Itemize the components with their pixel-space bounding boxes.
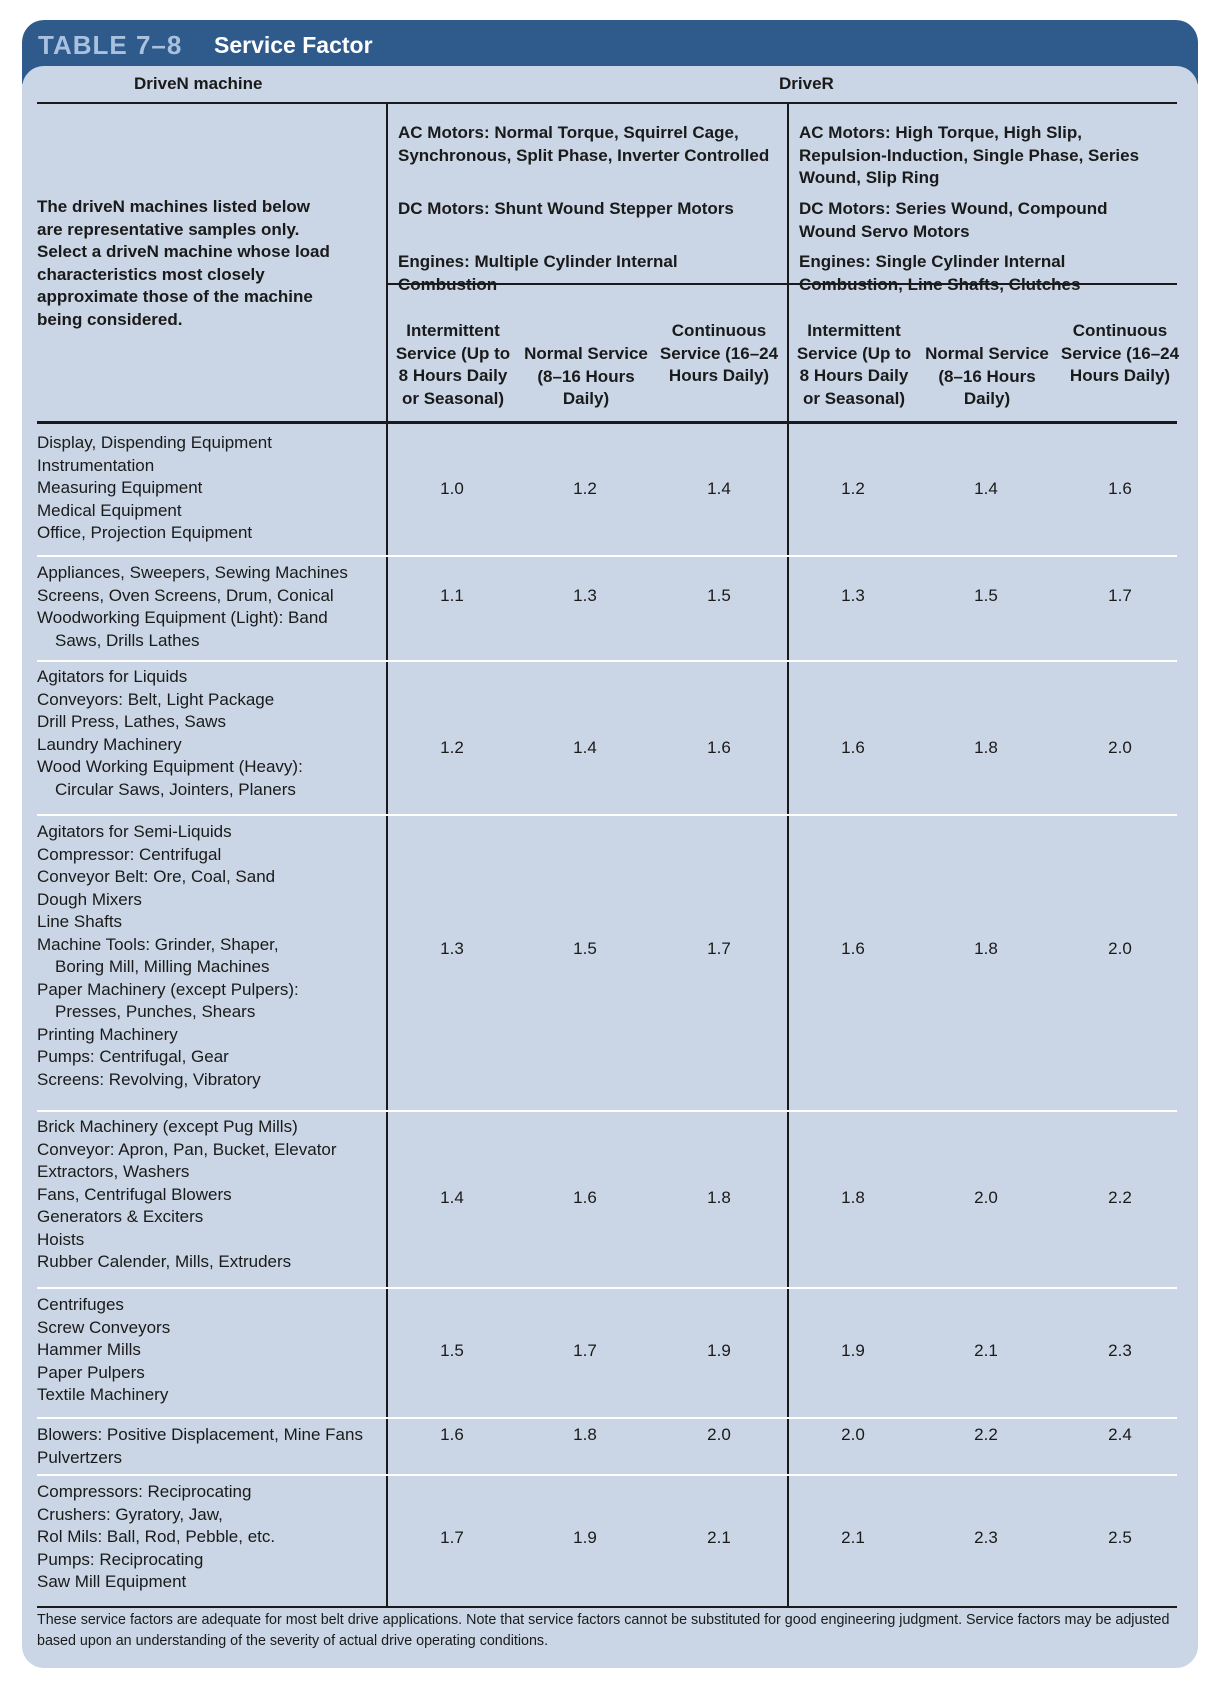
value-cell: 1.5 — [974, 586, 998, 605]
value-cell: 1.9 — [707, 1341, 731, 1360]
value-cell: 2.1 — [841, 1528, 865, 1547]
machine-item: Generators & Exciters — [37, 1207, 204, 1226]
machine-item: Blowers: Positive Displacement, Mine Fans — [37, 1425, 363, 1444]
value-cell: 2.5 — [1108, 1528, 1132, 1547]
machine-item: Pulvertzers — [37, 1447, 123, 1467]
machine-item: Printing Machinery — [37, 1024, 178, 1044]
row-separator — [37, 555, 1177, 557]
g1-continuous-header: Continuous Service (16–24 Hours Daily) — [659, 321, 779, 385]
table-row-machines — [37, 1481, 367, 1594]
machine-item: Display, Dispending Equipment — [37, 433, 272, 452]
g2-intermittent-header: Intermittent Service (Up to 8 Hours Daily or Seasonal) — [796, 321, 912, 408]
table-row-machines — [37, 1116, 367, 1274]
value-cell: 1.8 — [974, 939, 998, 958]
value-cell: 1.5 — [440, 1341, 464, 1360]
machine-item: Agitators for Liquids — [37, 667, 188, 686]
machine-item: Compressor: Centrifugal — [37, 844, 222, 864]
value-cell: 1.7 — [1108, 586, 1132, 605]
machine-item: Centrifuges — [37, 1295, 124, 1314]
machine-item: Circular Saws, Jointers, Planers — [55, 779, 296, 799]
machine-item: Conveyor Belt: Ore, Coal, Sand — [37, 867, 276, 886]
machine-item: Rubber Calender, Mills, Extruders — [37, 1252, 292, 1271]
machine-item: Compressors: Reciprocating — [37, 1482, 252, 1501]
machine-item: Hoists — [37, 1229, 85, 1249]
value-cell: 2.1 — [974, 1341, 998, 1360]
machine-item: Drill Press, Lathes, Saws — [37, 712, 226, 731]
table-row-machines — [37, 562, 367, 652]
value-cell: 1.4 — [707, 479, 731, 498]
value-cell: 2.0 — [974, 1188, 998, 1207]
body-top-rule — [37, 421, 1177, 424]
value-cell: 2.3 — [1108, 1341, 1132, 1360]
machine-item: Woodworking Equipment (Light): Band — [37, 608, 328, 627]
machine-item: Wood Working Equipment (Heavy): — [37, 757, 303, 776]
table-number: TABLE 7–8 — [38, 30, 183, 60]
machine-item: Saw Mill Equipment — [37, 1572, 187, 1591]
body-bottom-rule — [37, 1606, 1177, 1608]
machine-item: Rol Mils: Ball, Rod, Pebble, etc. — [37, 1527, 276, 1546]
value-cell: 1.8 — [974, 738, 998, 757]
table-row-machines — [37, 1294, 367, 1407]
group2-engines: Engines: Single Cylinder Internal Combustion, Line Shafts, Clutches — [799, 252, 1081, 294]
value-cell: 1.4 — [573, 738, 597, 757]
driven-note: The driveN machines listed below are representative samples only. Select a driveN machine whose load characteristics most closely approximate those of the machine being considered. — [37, 197, 330, 329]
divider-left — [386, 104, 388, 1606]
value-cell: 1.8 — [707, 1188, 731, 1207]
value-cell: 1.6 — [841, 738, 865, 757]
machine-item: Crushers: Gyratory, Jaw, — [37, 1504, 223, 1524]
table-row-machines — [37, 1424, 367, 1469]
g1-normal-header: Normal Service (8–16 Hours Daily) — [524, 344, 648, 408]
machine-item: Textile Machinery — [37, 1385, 169, 1404]
machine-item: Presses, Punches, Shears — [55, 1002, 256, 1021]
machine-item: Fans, Centrifugal Blowers — [37, 1184, 232, 1204]
value-cell: 2.0 — [707, 1425, 731, 1444]
value-cell: 1.2 — [440, 738, 464, 757]
group2-dc: DC Motors: Series Wound, Compound Wound Servo Motors — [799, 199, 1108, 241]
value-cell: 1.6 — [440, 1425, 464, 1444]
machine-item: Appliances, Sweepers, Sewing Machines — [37, 563, 348, 582]
value-cell: 1.5 — [707, 586, 731, 605]
machine-item: Saws, Drills Lathes — [55, 630, 200, 650]
value-cell: 2.2 — [1108, 1188, 1132, 1207]
machine-item: Machine Tools: Grinder, Shaper, — [37, 934, 279, 954]
machine-item: Pumps: Centrifugal, Gear — [37, 1047, 229, 1066]
value-cell: 1.5 — [573, 939, 597, 958]
value-cell: 2.0 — [1108, 939, 1132, 958]
value-cell: 1.7 — [573, 1341, 597, 1360]
machine-item: Conveyors: Belt, Light Package — [37, 689, 275, 709]
value-cell: 1.7 — [440, 1528, 464, 1547]
machine-item: Dough Mixers — [37, 889, 142, 909]
header-rule — [37, 102, 1177, 104]
value-cell: 1.6 — [707, 738, 731, 757]
table-row-machines — [37, 821, 367, 1091]
machine-item: Hammer Mills — [37, 1340, 141, 1359]
group1-engines: Engines: Multiple Cylinder Internal Combustion — [398, 252, 678, 294]
g2-continuous-header: Continuous Service (16–24 Hours Daily) — [1060, 321, 1180, 385]
value-cell: 1.3 — [440, 939, 464, 958]
footnote: These service factors are adequate for most belt drive applications. Note that service factors cannot be substituted for good engineering judgment. Service factors may be adjusted based upon an understanding of the severity of actual drive operating conditions. — [37, 1612, 1170, 1649]
value-cell: 2.4 — [1108, 1425, 1132, 1444]
value-cell: 1.6 — [573, 1188, 597, 1207]
value-cell: 1.0 — [440, 479, 464, 498]
value-cell: 1.1 — [440, 586, 464, 605]
value-cell: 1.4 — [974, 479, 998, 498]
machine-item: Agitators for Semi-Liquids — [37, 822, 232, 841]
machine-item: Line Shafts — [37, 912, 123, 931]
machine-item: Screens: Revolving, Vibratory — [37, 1069, 261, 1089]
g2-normal-header: Normal Service (8–16 Hours Daily) — [925, 344, 1049, 408]
machine-item: Laundry Machinery — [37, 734, 182, 754]
machine-item: Measuring Equipment — [37, 478, 203, 497]
machine-item: Screens, Oven Screens, Drum, Conical — [37, 585, 334, 605]
group1-ac: AC Motors: Normal Torque, Squirrel Cage, Synchronous, Split Phase, Inverter Controlled — [398, 123, 770, 165]
divider-right — [787, 104, 789, 1606]
machine-item: Instrumentation — [37, 455, 155, 475]
machine-item: Conveyor: Apron, Pan, Bucket, Elevator — [37, 1139, 337, 1159]
table-row-machines — [37, 432, 367, 545]
value-cell: 1.4 — [440, 1188, 464, 1207]
group2-ac: AC Motors: High Torque, High Slip, Repulsion-Induction, Single Phase, Series Wound, Slip Ring — [799, 123, 1140, 187]
machine-item: Screw Conveyors — [37, 1317, 171, 1337]
value-cell: 1.6 — [841, 939, 865, 958]
row-separator — [37, 660, 1177, 662]
machine-item: Paper Machinery (except Pulpers): — [37, 979, 299, 999]
value-cell: 1.2 — [573, 479, 597, 498]
group1-dc: DC Motors: Shunt Wound Stepper Motors — [398, 199, 734, 218]
value-cell: 1.2 — [841, 479, 865, 498]
row-separator — [37, 1474, 1177, 1476]
value-cell: 1.7 — [707, 939, 731, 958]
value-cell: 1.3 — [841, 586, 865, 605]
machine-item: Pumps: Reciprocating — [37, 1549, 204, 1569]
driven-header: DriveN machine — [134, 74, 263, 93]
value-cell: 1.8 — [841, 1188, 865, 1207]
row-separator — [37, 1287, 1177, 1289]
machine-item: Paper Pulpers — [37, 1362, 145, 1382]
machine-item: Medical Equipment — [37, 500, 182, 520]
value-cell: 2.3 — [974, 1528, 998, 1547]
value-cell: 2.0 — [841, 1425, 865, 1444]
row-separator — [37, 814, 1177, 816]
value-cell: 1.9 — [841, 1341, 865, 1360]
machine-item: Brick Machinery (except Pug Mills) — [37, 1117, 298, 1136]
table-row-machines — [37, 666, 367, 801]
value-cell: 2.2 — [974, 1425, 998, 1444]
row-separator — [37, 1417, 1177, 1419]
g1-intermittent-header: Intermittent Service (Up to 8 Hours Daily or Seasonal) — [395, 321, 511, 408]
table-title: Service Factor — [214, 32, 373, 58]
value-cell: 2.0 — [1108, 738, 1132, 757]
value-cell: 1.8 — [573, 1425, 597, 1444]
driver-header: DriveR — [779, 74, 834, 93]
value-cell: 1.9 — [573, 1528, 597, 1547]
value-cell: 1.6 — [1108, 479, 1132, 498]
value-cell: 1.3 — [573, 586, 597, 605]
value-cell: 2.1 — [707, 1528, 731, 1547]
machine-item: Office, Projection Equipment — [37, 523, 253, 542]
row-separator — [37, 1110, 1177, 1112]
machine-item: Boring Mill, Milling Machines — [55, 957, 270, 976]
machine-item: Extractors, Washers — [37, 1162, 190, 1181]
